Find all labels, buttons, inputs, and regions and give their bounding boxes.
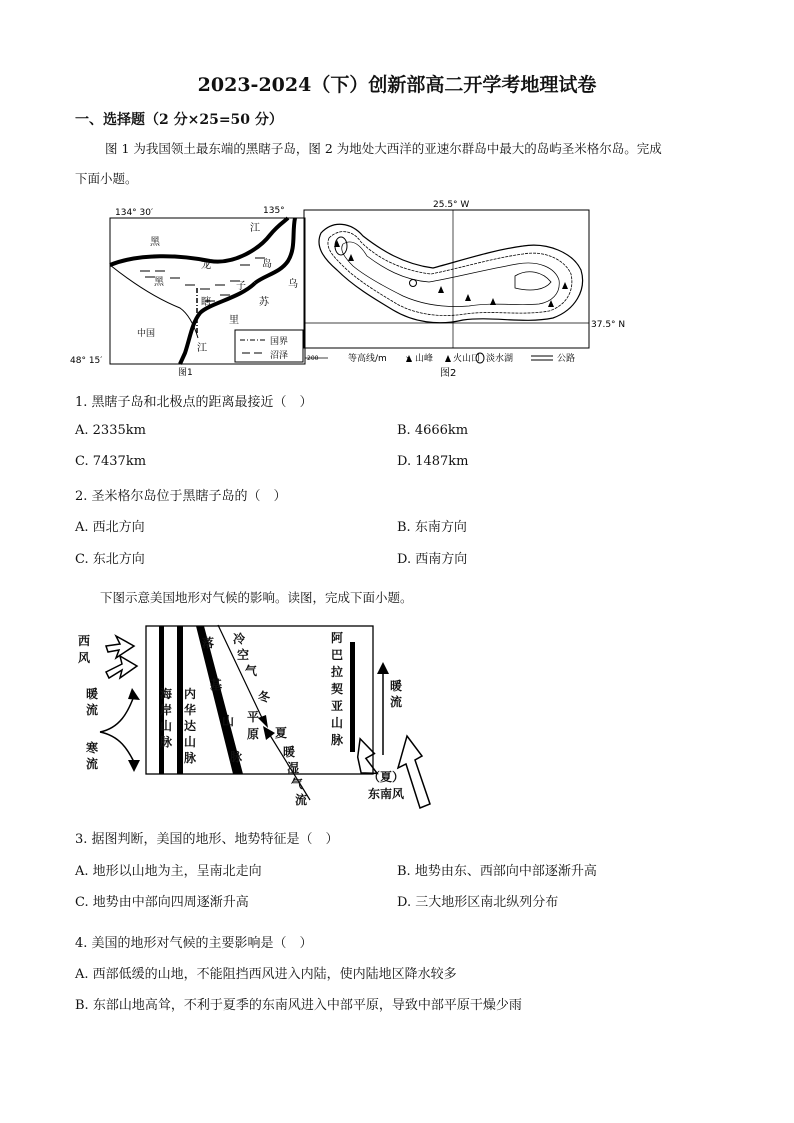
fig1-label-jiang-top: 江 — [250, 223, 260, 234]
char: 阿 — [331, 631, 344, 645]
label-se-wind: （夏）东南风 — [368, 770, 405, 801]
char: 流 — [390, 695, 403, 709]
fig1-label-dao: 岛 — [262, 259, 272, 270]
char: 华 — [184, 703, 197, 717]
fig2-legend-contour: 等高线/m — [348, 354, 387, 364]
label-warm-current-left — [86, 686, 100, 718]
fig2-legend-lake: 淡水湖 — [486, 354, 514, 364]
label-rocky-3: 山 — [222, 714, 235, 728]
figure-3-us-terrain-climate — [70, 620, 490, 815]
char: 脉 — [160, 735, 173, 749]
fig2-legend-road: 公路 — [557, 354, 576, 364]
q4-option-b: B. 东部山地高耸，不利于夏季的东南风进入中部平原，导致中部平原干燥少雨 — [75, 998, 522, 1013]
q2-option-c: C. 东北方向 — [75, 552, 145, 567]
fig1-label-zi: 子 — [236, 281, 246, 292]
char: 亚 — [331, 699, 344, 713]
fig1-legend-border: 国界 — [270, 337, 289, 347]
fig2-lat: 37.5° N — [591, 320, 626, 330]
char: 巴 — [331, 648, 344, 662]
char: 脉 — [331, 733, 344, 747]
q4-option-a: A. 西部低缓的山地，不能阻挡西风进入内陆，使内陆地区降水较多 — [75, 967, 457, 982]
label-cold-air-2: 空 — [237, 648, 250, 662]
q1-option-d: D. 1487km — [397, 454, 469, 469]
q1-option-b: B. 4666km — [397, 423, 469, 438]
fig1-lon-right: 135° — [263, 206, 285, 216]
label-rocky-2: 基 — [210, 678, 223, 692]
fig1-lat-bottom: 48° 15′ — [70, 356, 103, 366]
fig2-caption: 图2 — [440, 368, 457, 378]
char: 达 — [184, 719, 197, 733]
char: 拉 — [331, 665, 344, 679]
label-appalachian — [331, 630, 345, 749]
q2-option-a: A. 西北方向 — [75, 520, 145, 535]
label-plain: 平原 — [247, 710, 260, 741]
q3-option-b: B. 地势由东、西部向中部逐渐升高 — [397, 864, 597, 879]
intro-paragraph-2: 下图示意美国地形对气候的影响。读图，完成下面小题。 — [100, 590, 413, 605]
char: 寒 — [86, 741, 99, 755]
char: 暖 — [283, 745, 296, 759]
q3-option-d: D. 三大地形区南北纵列分布 — [397, 895, 559, 910]
q1-option-a: A. 2335km — [75, 423, 146, 438]
label-summer: 夏 — [275, 726, 288, 740]
fig2-legend-crater: 火山口 — [453, 354, 481, 364]
fig1-caption: 图1 — [178, 368, 193, 378]
q1-option-c: C. 7437km — [75, 454, 147, 469]
label-cold-air-3: 气 — [245, 664, 258, 678]
label-warm-moist-airflow — [283, 744, 308, 808]
char: 流 — [86, 703, 99, 717]
char: 流 — [86, 757, 99, 771]
q3-stem: 3. 据图判断，美国的地形、地势特征是（ ） — [75, 832, 339, 847]
char: 海 — [160, 687, 173, 701]
label-cold-current-left — [86, 740, 100, 772]
figure-2-sao-miguel-map — [303, 198, 643, 378]
char: 气 — [291, 777, 304, 791]
label-sierra-nevada — [184, 686, 198, 766]
char: 山 — [160, 719, 173, 733]
fig1-label-long: 龙 — [201, 260, 211, 271]
label-coast-range — [160, 686, 174, 750]
q4-stem: 4. 美国的地形对气候的主要影响是（ ） — [75, 936, 313, 951]
label-winter: 冬 — [258, 690, 271, 704]
char: 暖 — [86, 687, 99, 701]
q3-option-a: A. 地形以山地为主，呈南北走向 — [75, 864, 262, 879]
label-cold-air-1: 冷 — [233, 632, 246, 646]
intro-paragraph-1 — [75, 134, 725, 194]
page-title: 2023-2024（下）创新部高二开学考地理试卷 — [197, 74, 597, 96]
q2-stem: 2. 圣米格尔岛位于黑瞎子岛的（ ） — [75, 489, 287, 504]
section-heading: 一、选择题（2 分×25=50 分） — [75, 112, 283, 128]
char: 暖 — [390, 679, 403, 693]
figure-1-heixiazi-map — [70, 203, 310, 378]
char: 湿 — [287, 761, 300, 775]
fig2-lon: 25.5° W — [433, 200, 470, 210]
fig2-legend-peak: 山峰 — [415, 354, 434, 364]
q2-option-d: D. 西南方向 — [397, 552, 468, 567]
fig1-lon-left: 134° 30′ — [115, 208, 154, 218]
char: 山 — [331, 716, 344, 730]
char: 流 — [295, 793, 308, 807]
char: 契 — [331, 682, 344, 696]
label-west-wind: 西风 — [78, 634, 91, 665]
fig2-legend-contour-value: 200 — [307, 355, 319, 362]
fig1-label-li: 里 — [229, 315, 239, 326]
intro-line-2: 下面小题。 — [75, 171, 138, 186]
char: 内 — [184, 687, 197, 701]
fig1-label-china: 中国 — [137, 329, 156, 339]
fig1-label-su: 苏 — [259, 297, 269, 308]
fig1-label-jiang-bottom: 江 — [197, 343, 207, 354]
intro-line-1: 图 1 为我国领土最东端的黑瞎子岛，图 2 为地处大西洋的亚速尔群岛中最大的岛屿圣米格尔岛。完成 — [105, 141, 662, 156]
q2-option-b: B. 东南方向 — [397, 520, 467, 535]
fig1-label-xia: 瞎 — [201, 297, 211, 308]
char: 脉 — [184, 751, 197, 765]
fig1-label-hei: 黑 — [150, 237, 160, 248]
label-rocky-4: 脉 — [230, 750, 243, 764]
label-warm-current-right — [390, 678, 404, 710]
fig1-legend-swamp: 沼泽 — [270, 351, 289, 361]
q3-option-c: C. 地势由中部向四周逐渐升高 — [75, 895, 249, 910]
char: 岸 — [160, 703, 173, 717]
fig1-label-hei2: 黑 — [154, 277, 164, 288]
char: 山 — [184, 735, 197, 749]
fig1-label-wu: 乌 — [288, 279, 298, 290]
q1-stem: 1. 黑瞎子岛和北极点的距离最接近（ ） — [75, 395, 313, 410]
label-rocky-1: 落 — [202, 636, 215, 650]
